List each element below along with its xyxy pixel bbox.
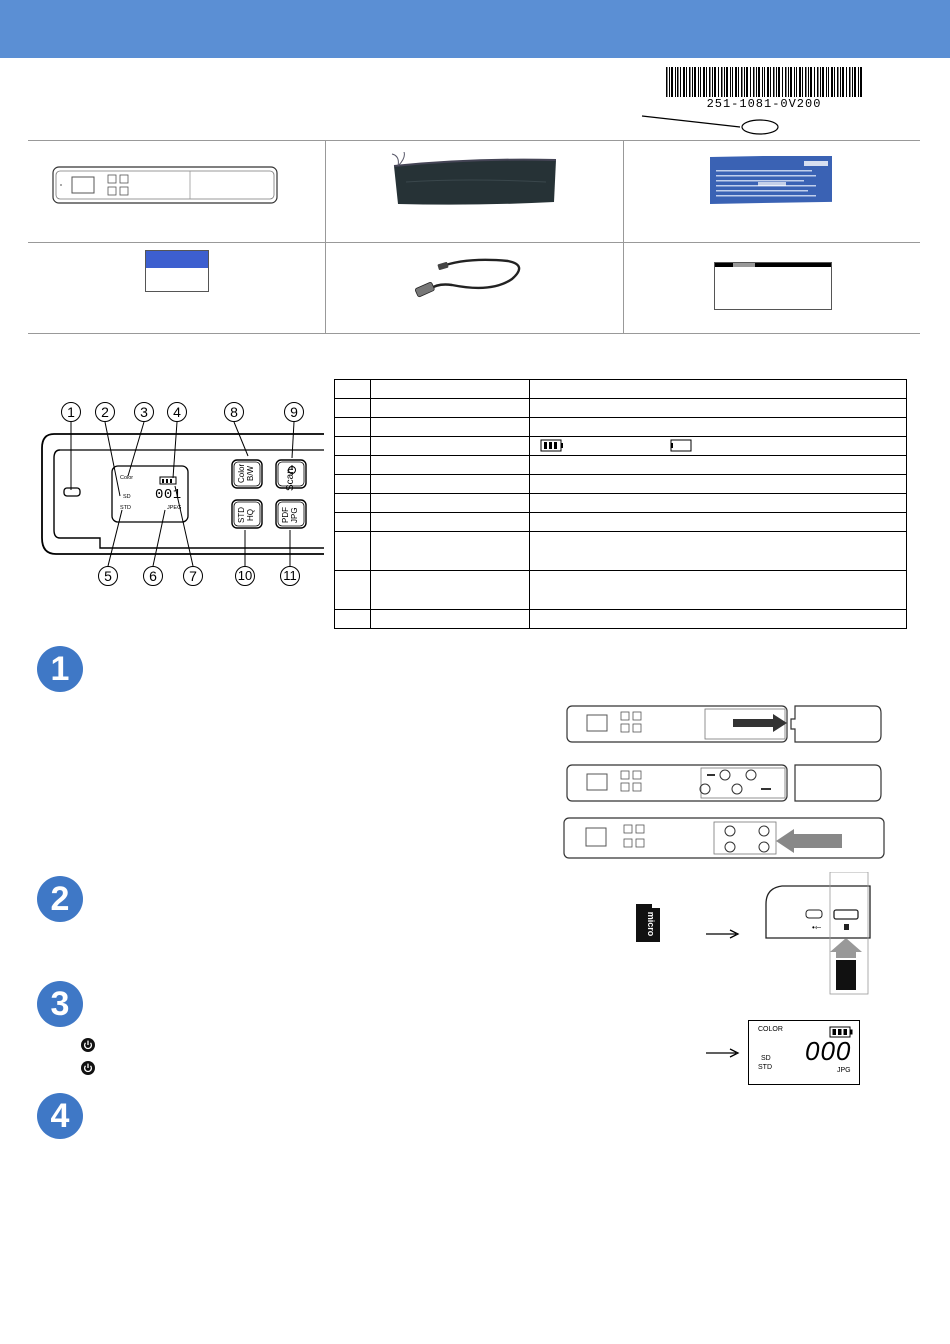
table-row bbox=[335, 380, 907, 399]
callout-10: 10 bbox=[235, 566, 255, 586]
table-row bbox=[335, 437, 907, 456]
arrow-right-icon bbox=[704, 1047, 740, 1059]
header-bar bbox=[0, 0, 950, 58]
battery-empty-icon bbox=[670, 439, 694, 452]
table-row bbox=[335, 475, 907, 494]
battery-step-b-image bbox=[565, 762, 885, 804]
callout-leaders bbox=[60, 420, 310, 580]
battery-step-c-image bbox=[562, 815, 888, 861]
callout-11: 11 bbox=[280, 566, 300, 586]
power-icon bbox=[81, 1038, 95, 1052]
grid-line-mid bbox=[28, 242, 920, 243]
quick-guide bbox=[714, 262, 832, 310]
function-table bbox=[334, 379, 907, 629]
lcd-sd-label: SD bbox=[123, 494, 131, 500]
lcd-format-label: JPEG bbox=[167, 505, 182, 511]
lcd-large-std-label: STD bbox=[758, 1064, 772, 1071]
scan-button[interactable]: Scan bbox=[285, 468, 296, 491]
lcd-color-label: Color bbox=[120, 475, 134, 481]
svg-text:micro: micro bbox=[646, 911, 656, 937]
table-row bbox=[335, 418, 907, 437]
part-number: 251-1081-0V200 bbox=[706, 97, 822, 111]
callout-7: 7 bbox=[183, 566, 203, 586]
table-row bbox=[335, 494, 907, 513]
step-3-badge: 3 bbox=[37, 981, 83, 1027]
grid-line-v1 bbox=[325, 140, 326, 333]
callout-1: 1 bbox=[61, 402, 81, 422]
quick-guide-logo bbox=[733, 263, 755, 267]
microsd-card-icon bbox=[634, 902, 662, 944]
table-row bbox=[335, 610, 907, 629]
scanner-image bbox=[52, 165, 280, 207]
step-4-badge: 4 bbox=[37, 1093, 83, 1139]
lcd-large-count: 000 bbox=[805, 1036, 852, 1066]
jpg-label: JPG bbox=[290, 507, 299, 523]
callout-3: 3 bbox=[134, 402, 154, 422]
callout-2: 2 bbox=[95, 402, 115, 422]
arrow-right-icon bbox=[704, 928, 740, 940]
table-row bbox=[335, 532, 907, 571]
step-2-badge: 2 bbox=[37, 876, 83, 922]
lcd-large-color-label: COLOR bbox=[758, 1026, 783, 1033]
sd-slot-image bbox=[762, 872, 872, 998]
bw-label: B/W bbox=[246, 465, 255, 481]
color-label: Color bbox=[237, 463, 246, 483]
callout-8: 8 bbox=[224, 402, 244, 422]
battery-full-icon bbox=[540, 439, 564, 452]
lcd-display bbox=[748, 1020, 860, 1085]
table-row bbox=[335, 399, 907, 418]
table-row bbox=[335, 571, 907, 610]
table-row bbox=[335, 456, 907, 475]
grid-line-top bbox=[28, 140, 920, 141]
callout-5: 5 bbox=[98, 566, 118, 586]
calibration-sheet bbox=[708, 156, 834, 206]
lcd-count: 001 bbox=[155, 487, 182, 503]
callout-6: 6 bbox=[143, 566, 163, 586]
svg-text:•⇽: •⇽ bbox=[812, 923, 822, 932]
pointer-oval bbox=[640, 112, 780, 136]
info-card-band bbox=[146, 251, 208, 268]
hq-label: HQ bbox=[246, 509, 255, 521]
table-row bbox=[335, 513, 907, 532]
std-label: STD bbox=[237, 507, 246, 523]
callout-4: 4 bbox=[167, 402, 187, 422]
lcd-std-label: STD bbox=[120, 505, 131, 511]
grid-line-v2 bbox=[623, 140, 624, 333]
power-icon bbox=[81, 1061, 95, 1075]
battery-step-a-image bbox=[565, 703, 885, 745]
lcd-large-format-label: JPG bbox=[837, 1067, 851, 1074]
info-card bbox=[145, 250, 209, 292]
grid-line-bottom bbox=[28, 333, 920, 334]
barcode bbox=[666, 67, 862, 97]
lcd-large-sd-label: SD bbox=[761, 1055, 771, 1062]
pouch-image bbox=[386, 152, 562, 210]
usb-cable-image bbox=[412, 255, 528, 299]
callout-9: 9 bbox=[284, 402, 304, 422]
step-1-badge: 1 bbox=[37, 646, 83, 692]
pdf-label: PDF bbox=[281, 507, 290, 523]
